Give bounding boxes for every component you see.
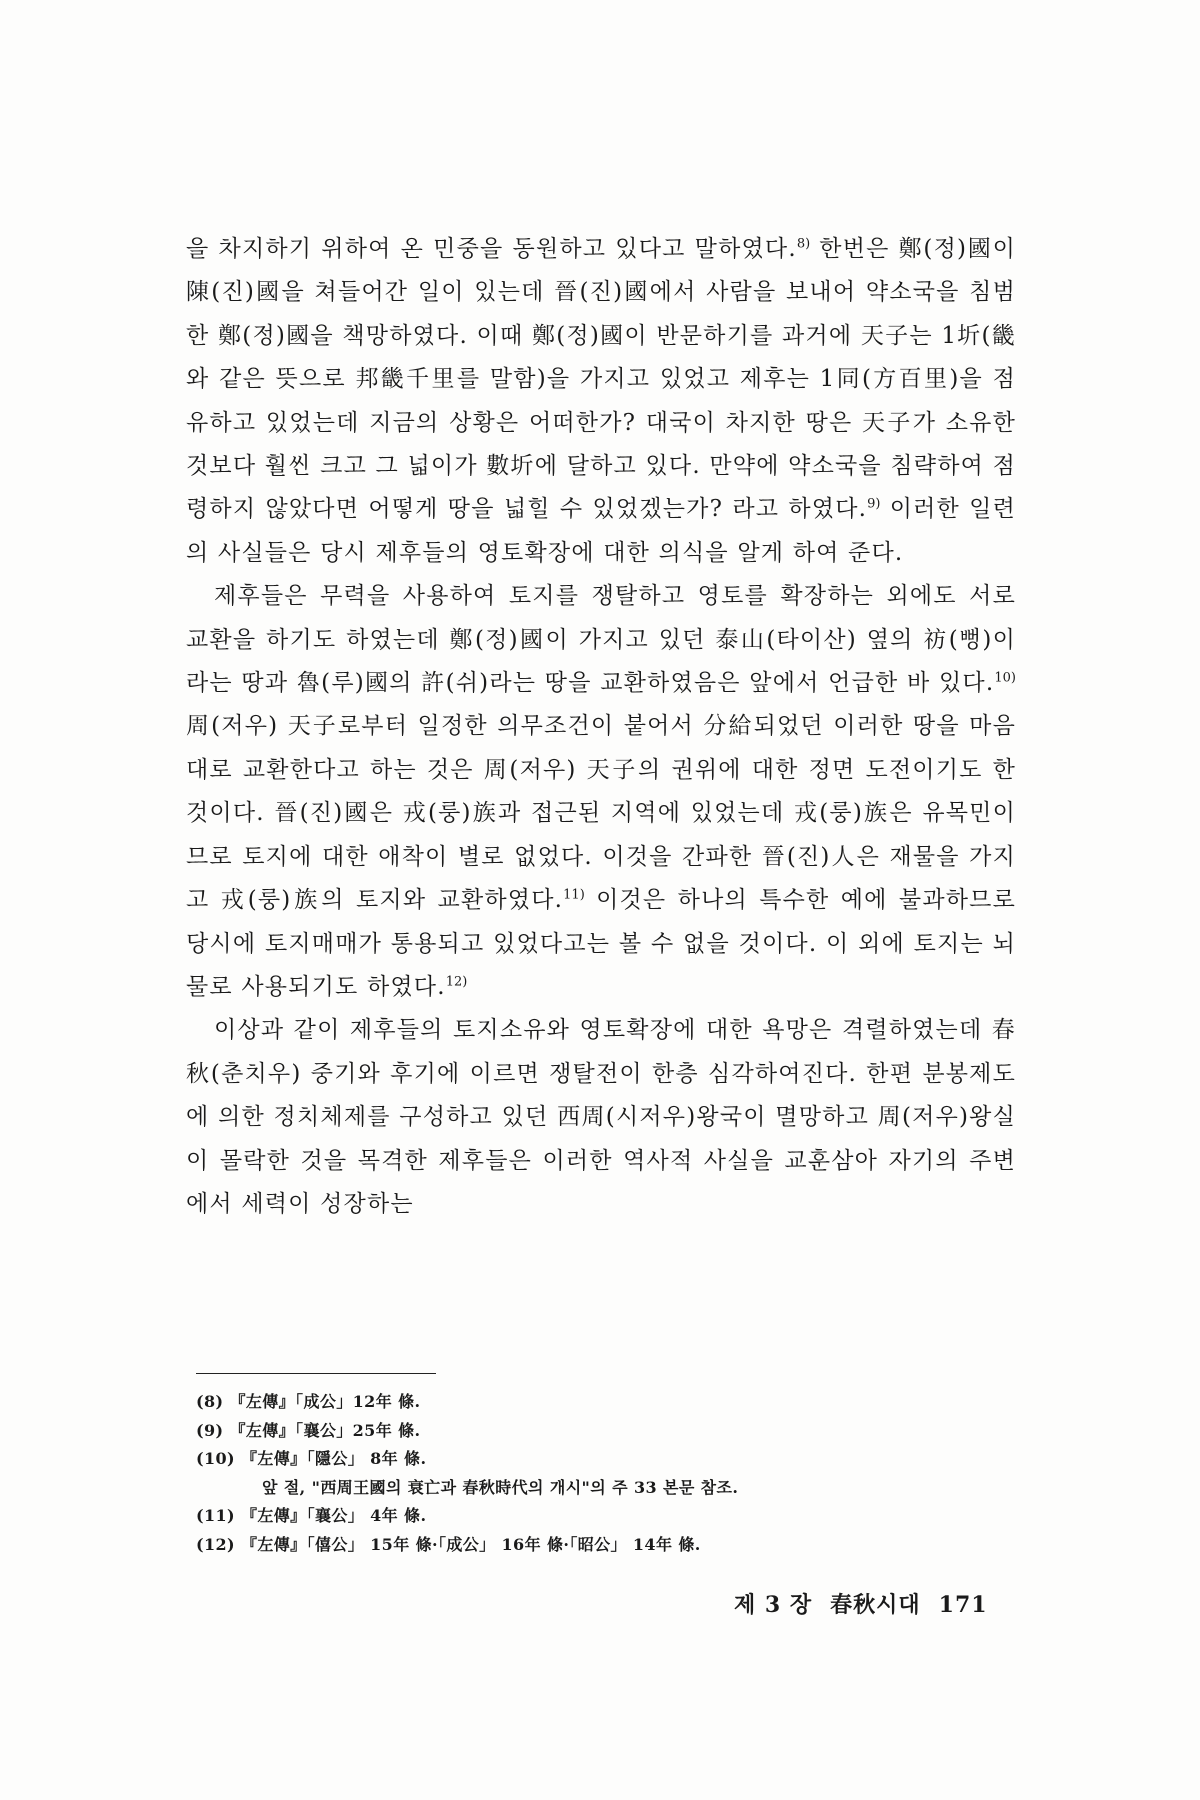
paragraph-1 — [186, 228, 1016, 575]
paragraph-1-text-c: 이러한 일련의 사실들은 당시 제후들의 영토확장에 대한 의식을 알게 하여 준다. — [186, 496, 1016, 566]
paragraph-2-text-a: 제후들은 무력을 사용하여 토지를 쟁탈하고 영토를 확장하는 외에도 서로 교환을 하기도 하였는데 鄭(정)國이 가지고 있던 泰山(타이산) 옆의 祊(뻥)이라는 땅과 魯(루)國의 許(쉬)라는 땅을 교환하였음은 앞에서 언급한 바 있다. — [186, 583, 1016, 697]
footnote-ref-12[interactable]: 12) — [445, 974, 468, 990]
footnote-9: (9) 『左傳』「襄公」25年 條. — [196, 1420, 421, 1440]
footnote-10: (10) 『左傳』「隱公」 8年 條. — [196, 1449, 427, 1469]
paragraph-3-text: 이상과 같이 제후들의 토지소유와 영토확장에 대한 욕망은 격렬하였는데 春秋(춘치우) 중기와 후기에 이르면 쟁탈전이 한층 심각하여진다. 한편 분봉제도에 의한 정치체제를 구성하고 있던 西周(시저우)왕국이 멸망하고 周(저우)왕실이 몰락한 것을 목격한 제후들은 이러한 역사적 사실을 교훈삼아 자기의 주변에서 세력이 성장하는 — [186, 1017, 1016, 1217]
footnote-8: (8) 『左傳』「成公」12年 條. — [196, 1392, 421, 1411]
paragraph-2-text-b: 周(저우) 天子로부터 일정한 의무조건이 붙어서 分給되었던 이러한 땅을 마음대로 교환한다고 하는 것은 周(저우) 天子의 권위에 대한 정면 도전이기도 한 것이다. 晉(진)國은 戎(룽)族과 접근된 지역에 있었는데 戎(룽)族은 유목민이므로 토지에 대한 애착이 별로 없었다. 이것을 간파한 晉(진)人은 재물을 가지고 戎(룽)族의 토지와 교환하였다. — [186, 713, 1016, 914]
paragraph-3 — [186, 1009, 1016, 1226]
footnote-ref-8[interactable]: 8) — [796, 236, 811, 252]
footnote-ref-9[interactable]: 9) — [867, 496, 881, 512]
chapter-label: 제 3 장 — [734, 1592, 813, 1618]
paragraph-2-text-c: 이것은 하나의 특수한 예에 불과하므로 당시에 토지매매가 통용되고 있었다고는 볼 수 없을 것이다. 이 외에 토지는 뇌물로 사용되기도 하였다. — [186, 887, 1016, 1000]
page-number: 171 — [938, 1592, 988, 1618]
footnote-divider — [196, 1373, 436, 1374]
footnote-ref-10[interactable]: 10) — [994, 670, 1016, 686]
footnote-ref-11[interactable]: 11) — [563, 887, 585, 903]
body-text — [186, 228, 1016, 1226]
footnote-10-continuation: 앞 절, "西周王國의 衰亡과 春秋時代의 개시"의 주 33 본문 참조. — [262, 1477, 739, 1497]
chapter-title: 春秋시대 — [830, 1592, 921, 1618]
footnote-12: (12) 『左傳』「僖公」 15年 條·「成公」 16年 條·「昭公」 14年 條. — [196, 1534, 701, 1554]
footnotes — [196, 1388, 1016, 1560]
paragraph-1-text-a: 을 차지하기 위하여 온 민중을 동원하고 있다고 말하였다. — [186, 236, 797, 262]
paragraph-2 — [186, 575, 1016, 1009]
running-footer — [734, 1588, 988, 1619]
footnote-11: (11) 『左傳』「襄公」 4年 條. — [196, 1506, 427, 1526]
paragraph-1-text-b: 한번은 鄭(정)國이 陳(진)國을 쳐들어간 일이 있는데 晉(진)國에서 사람을 보내어 약소국을 침범한 鄭(정)國을 책망하였다. 이때 鄭(정)國이 반문하기를 과거에 天子는 1圻(畿와 같은 뜻으로 邦畿千里를 말함)을 가지고 있었고 제후는 1同(方百里)을 점유하고 있었는데 지금의 상황은 어떠한가? 대국이 차지한 땅은 天子가 소유한 것보다 훨씬 크고 그 넓이가 數圻에 달하고 있다. 만약에 약소국을 침략하여 점령하지 않았다면 어떻게 땅을 넓힐 수 있었겠는가? 라고 하였다. — [186, 236, 1017, 523]
